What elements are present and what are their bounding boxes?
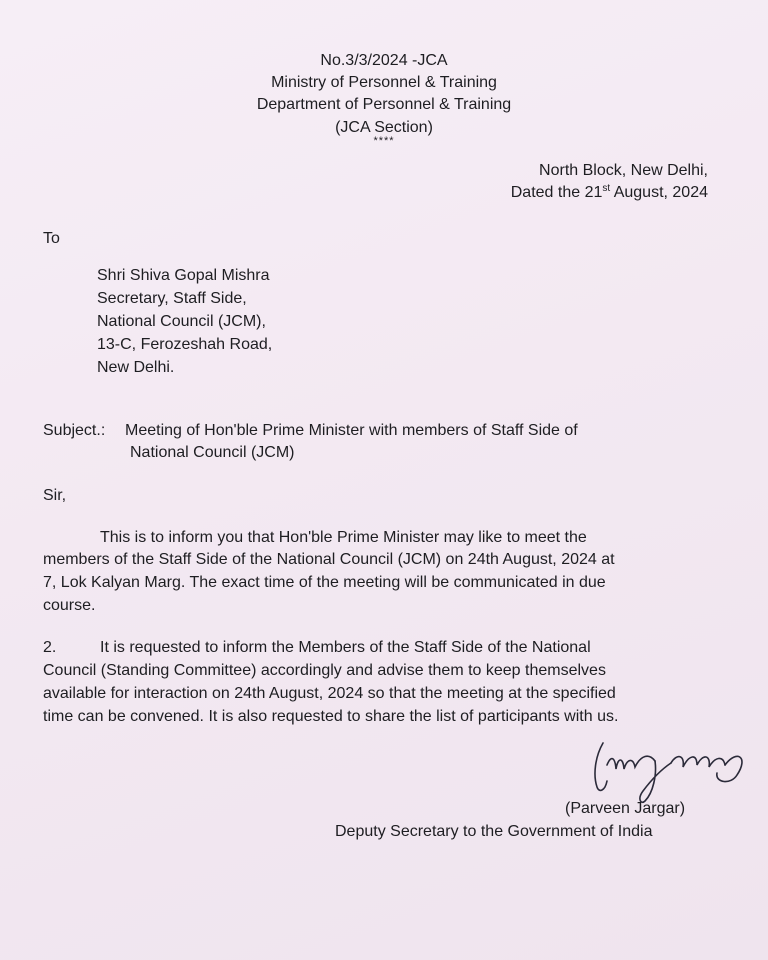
para1-line-4: course.: [43, 597, 96, 614]
para2-number: 2.: [43, 639, 57, 656]
section-name: (JCA Section): [335, 119, 433, 136]
signatory-name: (Parveen Jargar): [565, 800, 686, 817]
date-rest: August, 2024: [610, 184, 708, 201]
para2-line-2: Council (Standing Committee) accordingly and advise them to keep themselves: [43, 662, 606, 679]
addressee-line-1: Secretary, Staff Side,: [97, 290, 247, 307]
subject-label: Subject.:: [43, 422, 106, 439]
subject-line-1: Meeting of Hon'ble Prime Minister with members of Staff Side of: [125, 422, 578, 439]
addressee-line-3: 13-C, Ferozeshah Road,: [97, 336, 273, 353]
para2-line-4: time can be convened. It is also requested to share the list of participants with us.: [43, 708, 619, 725]
header-separator: ****: [373, 135, 395, 147]
subject-line-2: National Council (JCM): [130, 444, 295, 461]
ministry-name: Ministry of Personnel & Training: [271, 74, 497, 91]
para2-line-1: It is requested to inform the Members of the Staff Side of the National: [100, 639, 591, 656]
date-ordinal: st: [602, 183, 611, 194]
para1-line-3: 7, Lok Kalyan Marg. The exact time of the meeting will be communicated in due: [43, 574, 606, 591]
date-prefix: Dated the 21: [510, 184, 603, 201]
para1-line-2: members of the Staff Side of the National Council (JCM) on 24th August, 2024 at: [43, 551, 615, 568]
department-name: Department of Personnel & Training: [256, 96, 512, 113]
addressee-line-4: New Delhi.: [97, 359, 175, 376]
addressee-line-2: National Council (JCM),: [97, 313, 266, 330]
para2-line-3: available for interaction on 24th August, 2024 so that the meeting at the specified: [43, 685, 616, 702]
para1-line-1: This is to inform you that Hon'ble Prime Minister may like to meet the: [100, 529, 587, 546]
addressee-name: Shri Shiva Gopal Mishra: [97, 267, 270, 284]
salutation: Sir,: [43, 487, 67, 504]
handwritten-signature: [585, 735, 750, 805]
to-label: To: [43, 230, 60, 247]
signatory-designation: Deputy Secretary to the Government of India: [335, 823, 653, 840]
place-line: North Block, New Delhi,: [539, 162, 708, 179]
file-number: No.3/3/2024 -JCA: [320, 52, 448, 69]
date-line: [511, 182, 708, 203]
